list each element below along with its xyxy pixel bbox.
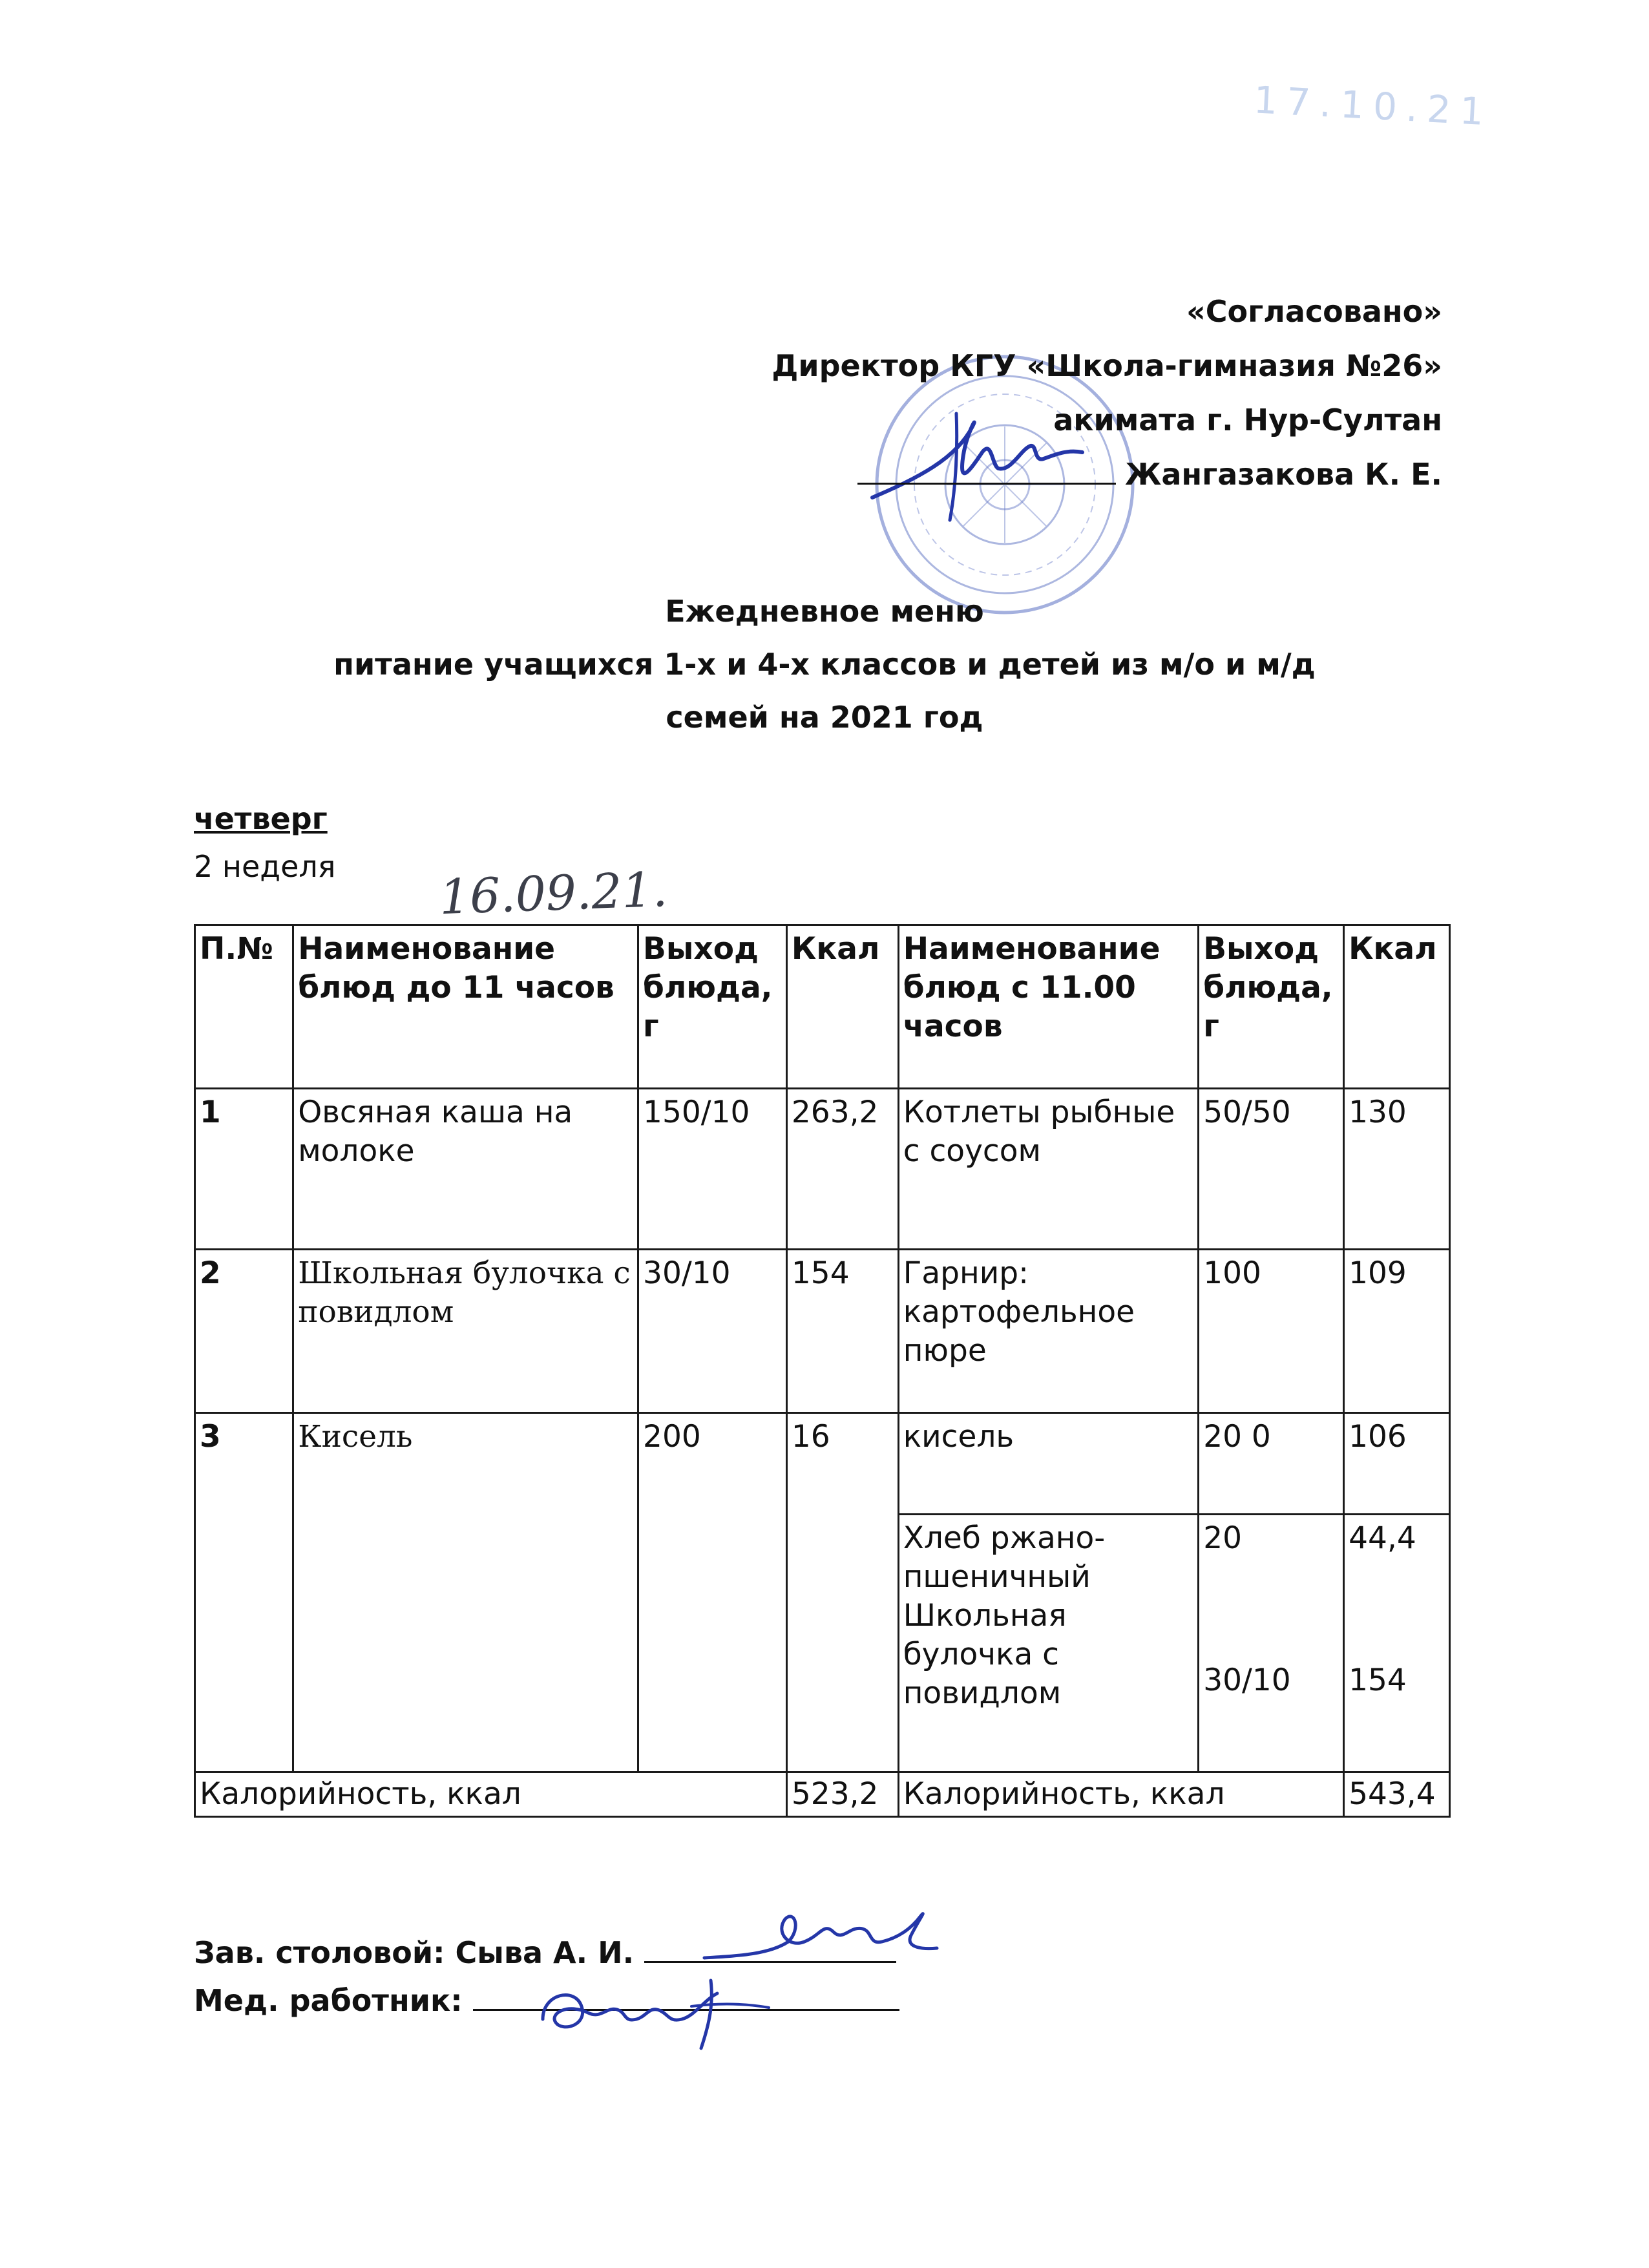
- total-label-after: Калорийность, ккал: [898, 1772, 1343, 1817]
- header-name-after: Наименование блюд с 11.00 часов: [898, 925, 1199, 1089]
- total-value-after: 543,4: [1344, 1772, 1450, 1817]
- kcal-after-multi: [1344, 1515, 1450, 1772]
- dish-before: Овсяная каша на молоке: [293, 1089, 638, 1250]
- yield-after-bread: 20: [1203, 1520, 1242, 1556]
- kcal-before: 154: [786, 1250, 898, 1413]
- kcal-before: 16: [786, 1413, 898, 1515]
- approval-signer-line: [772, 447, 1442, 501]
- header-kcal-before: Ккал: [786, 925, 898, 1089]
- header-yield-after: Выход блюда, г: [1199, 925, 1344, 1089]
- dish-after-bread: Хлеб ржано-пшеничный: [903, 1520, 1106, 1595]
- handwritten-date: 16.09.21.: [438, 861, 669, 926]
- approval-block: [772, 284, 1442, 501]
- yield-after: 20 0: [1199, 1413, 1344, 1515]
- title-line2: питание учащихся 1-х и 4-х классов и детей из м/о и м/д: [333, 647, 1316, 682]
- row-num: 1: [195, 1089, 293, 1250]
- table-row: [195, 1515, 1450, 1772]
- yield-after: 50/50: [1199, 1089, 1344, 1250]
- empty-cell: [786, 1515, 898, 1772]
- empty-cell: [293, 1515, 638, 1772]
- dish-before: Кисель: [293, 1413, 638, 1515]
- yield-before: 150/10: [638, 1089, 787, 1250]
- yield-after-multi: [1199, 1515, 1344, 1772]
- total-label-before: Калорийность, ккал: [195, 1772, 787, 1817]
- dish-after: Котлеты рыбные с соусом: [898, 1089, 1199, 1250]
- week-label: 2 неделя: [194, 849, 336, 884]
- approval-position-line2: акимата г. Нур-Султан: [1053, 403, 1442, 437]
- yield-before: 200: [638, 1413, 787, 1515]
- kcal-after: 109: [1344, 1250, 1450, 1413]
- dish-after: кисель: [898, 1413, 1199, 1515]
- yield-after-bun: 30/10: [1203, 1663, 1291, 1698]
- table-header-row: [195, 925, 1450, 1089]
- kcal-after-bread: 44,4: [1349, 1520, 1416, 1556]
- approval-position-line1: Директор КГУ «Школа-гимназия №26»: [772, 348, 1442, 383]
- title-line1: Ежедневное меню: [665, 594, 984, 629]
- document-title: [0, 585, 1649, 744]
- total-value-before: 523,2: [786, 1772, 898, 1817]
- kcal-after: 106: [1344, 1413, 1450, 1515]
- empty-cell: [195, 1515, 293, 1772]
- approval-signer: Жангазакова К. Е.: [1125, 457, 1442, 492]
- header-yield-before: Выход блюда, г: [638, 925, 787, 1089]
- kcal-after-bun: 154: [1349, 1663, 1407, 1698]
- table-row: [195, 1089, 1450, 1250]
- yield-after: 100: [1199, 1250, 1344, 1413]
- dish-after: Гарнир: картофельное пюре: [898, 1250, 1199, 1413]
- header-name-before: Наименование блюд до 11 часов: [293, 925, 638, 1089]
- day-name: четверг: [194, 801, 328, 836]
- row-num: 3: [195, 1413, 293, 1515]
- header-num: П.№: [195, 925, 293, 1089]
- yield-before: 30/10: [638, 1250, 787, 1413]
- canteen-handwritten-signature: [698, 1896, 943, 1974]
- total-row: [195, 1772, 1450, 1817]
- menu-table: [194, 924, 1451, 1818]
- approval-heading: «Согласовано»: [1186, 294, 1442, 329]
- table-row: [195, 1413, 1450, 1515]
- header-kcal-after: Ккал: [1344, 925, 1450, 1089]
- dish-before: Школьная булочка с повидлом: [293, 1250, 638, 1413]
- day-block: [194, 795, 335, 890]
- kcal-before: 263,2: [786, 1089, 898, 1250]
- medic-handwritten-signature: [530, 1968, 775, 2052]
- canteen-label: Зав. столовой: Сыва А. И.: [194, 1935, 635, 1970]
- dish-after-multi: [898, 1515, 1199, 1772]
- kcal-after: 130: [1344, 1089, 1450, 1250]
- table-row: [195, 1250, 1450, 1413]
- title-line3: семей на 2021 год: [666, 700, 983, 735]
- scan-date-mark: 17.10.21: [1252, 78, 1494, 134]
- signature-underline: [857, 476, 1116, 485]
- dish-after-bun: Школьная булочка с повидлом: [903, 1598, 1067, 1711]
- medic-label: Мед. работник:: [194, 1983, 463, 2018]
- empty-cell: [638, 1515, 787, 1772]
- row-num: 2: [195, 1250, 293, 1413]
